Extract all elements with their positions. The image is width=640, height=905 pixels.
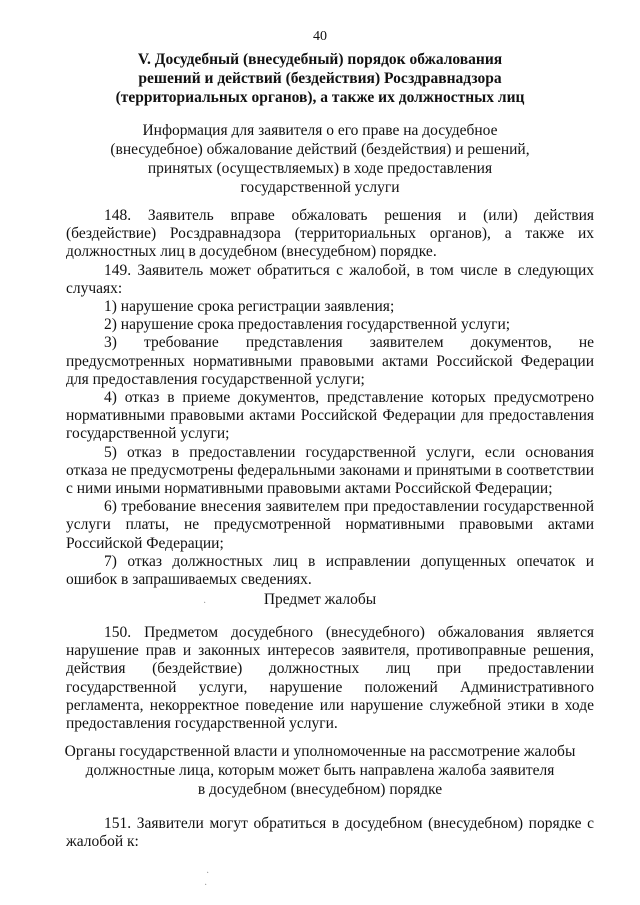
section-title-line: (территориальных органов), а также их должностных лиц	[115, 89, 525, 106]
paragraph-151: 151. Заявители могут обратиться в досудебном (внесудебном) порядке с жалобой к:	[66, 815, 594, 851]
section-title	[60, 50, 580, 107]
list-item: 2) нарушение срока предоставления государственной услуги;	[104, 316, 511, 334]
list-item: 7) отказ должностных лиц в исправлении допущенных опечаток и ошибок в запрашиваемых сведениях.	[66, 552, 594, 589]
info-heading-line: государственной услуги	[240, 179, 400, 196]
list-item: 6) требование внесения заявителем при предоставлении государственной услуги платы, не предусмотренной нормативными правовыми актами Российской Федерации;	[66, 498, 594, 552]
bodies-heading-line: Органы государственной власти и уполномоченные на рассмотрение жалобы	[64, 743, 576, 760]
paragraph-148: 148. Заявитель вправе обжаловать решения и (или) действия (бездействие) Росздравнадзора (территориальных органов), а также их должностных лиц в досудебном (внесудебном) порядке.	[66, 207, 594, 261]
info-heading	[60, 121, 580, 197]
bodies-heading	[40, 742, 600, 799]
list-item: 3) требование представления заявителем документов, не предусмотренных нормативными правовыми актами Российской Федерации для предоставления государственной услуги;	[66, 334, 594, 388]
list-item: 4) отказ в приеме документов, представление которых предусмотрено нормативными правовыми актами Российской Федерации для предоставления государственной услуги;	[66, 389, 594, 443]
paragraph-150-block	[66, 624, 594, 733]
paragraph-150: 150. Предметом досудебного (внесудебного) обжалования является нарушение прав и законных интересов заявителя, противоправные решения, действия (бездействие) должностных лиц при предоставлении государственной услуги, нарушение положений Административного регламента, некорректное поведение или нарушение служебной этики в ходе предоставления государственной услуги.	[66, 624, 594, 733]
section-title-line: V. Досудебный (внесудебный) порядок обжалования	[137, 51, 503, 68]
info-heading-line: (внесудебное) обжалование действий (бездействия) и решений,	[110, 141, 530, 158]
scan-speck: ·	[206, 868, 210, 879]
scan-speck: ·	[204, 880, 208, 891]
scan-speck: ·	[203, 598, 207, 609]
list-item: 1) нарушение срока регистрации заявления;	[104, 298, 395, 316]
list-item: 5) отказ в предоставлении государственной услуги, если основания отказа не предусмотрены федеральными законами и принятыми в соответствии с ними иными нормативными правовыми актами Российской Федерации;	[66, 443, 594, 498]
bodies-heading-line: должностные лица, которым может быть направлена жалоба заявителя	[85, 762, 555, 779]
bodies-heading-line: в досудебном (внесудебном) порядке	[197, 781, 443, 798]
page-number: 40	[313, 29, 327, 44]
info-heading-line: принятых (осуществляемых) в ходе предоставления	[147, 160, 493, 177]
paragraph-151-block	[66, 815, 594, 851]
info-heading-line: Информация для заявителя о его праве на досудебное	[142, 122, 498, 139]
section-title-line: решений и действий (бездействия) Росздравнадзора	[138, 70, 502, 87]
paragraphs-148-149	[66, 207, 594, 589]
paragraph-149: 149. Заявитель может обратиться с жалобой, в том числе в следующих случаях:	[66, 261, 594, 297]
subject-heading: Предмет жалобы	[263, 591, 377, 608]
